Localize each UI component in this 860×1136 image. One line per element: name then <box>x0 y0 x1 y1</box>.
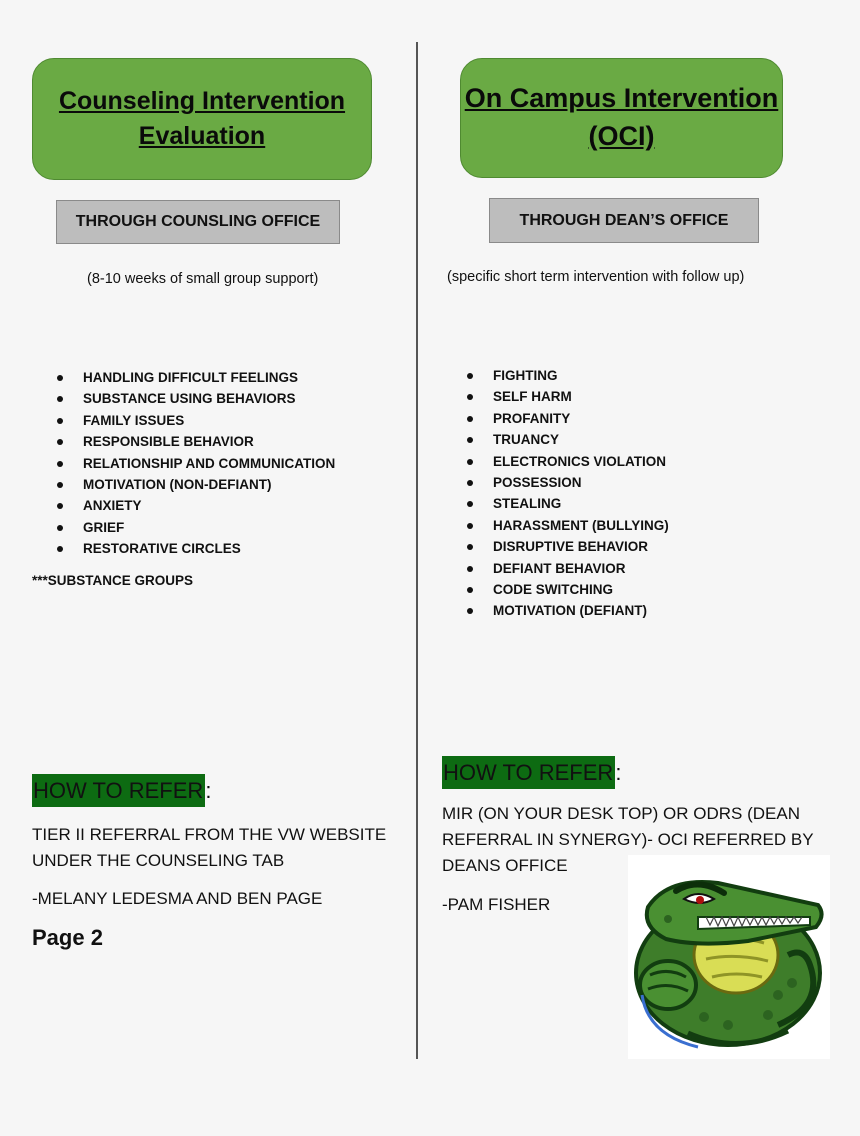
list-item: HARASSMENT (BULLYING) <box>467 515 669 536</box>
list-item: RELATIONSHIP AND COMMUNICATION <box>57 453 335 474</box>
oci-title: On Campus Intervention (OCI) <box>464 83 779 151</box>
how-to-refer-highlight: HOW TO REFER <box>442 756 615 789</box>
oci-office-label: THROUGH DEAN’S OFFICE <box>489 198 759 243</box>
how-to-refer-highlight: HOW TO REFER <box>32 774 205 807</box>
list-item: SELF HARM <box>467 386 669 407</box>
list-item: ANXIETY <box>57 495 335 516</box>
list-item: RESTORATIVE CIRCLES <box>57 538 335 559</box>
oci-contact: -PAM FISHER <box>442 895 551 914</box>
counseling-office-label: THROUGH COUNSLING OFFICE <box>56 200 340 244</box>
counseling-title: Counseling Intervention Evaluation <box>58 87 346 150</box>
how-to-refer-heading-right <box>442 760 621 786</box>
counseling-title-box <box>32 58 372 180</box>
counseling-referral-text: TIER II REFERRAL FROM THE VW WEBSITE UNDER THE COUNSELING TAB <box>32 825 387 870</box>
oci-title-box <box>460 58 783 178</box>
list-item: HANDLING DIFFICULT FEELINGS <box>57 367 335 388</box>
list-item: STEALING <box>467 493 669 514</box>
how-to-refer-heading-left <box>32 778 211 804</box>
list-item: FIGHTING <box>467 365 669 386</box>
substance-groups-note: ***SUBSTANCE GROUPS <box>32 573 194 588</box>
list-item: MOTIVATION (NON-DEFIANT) <box>57 474 335 495</box>
oci-subtitle: (specific short term intervention with follow up) <box>447 269 745 285</box>
list-item: FAMILY ISSUES <box>57 410 335 431</box>
list-item: PROFANITY <box>467 408 669 429</box>
list-item: DEFIANT BEHAVIOR <box>467 558 669 579</box>
how-to-refer-colon: : <box>205 778 212 803</box>
counseling-subtitle: (8-10 weeks of small group support) <box>87 271 319 287</box>
list-item: DISRUPTIVE BEHAVIOR <box>467 536 669 557</box>
counseling-contacts: -MELANY LEDESMA AND BEN PAGE <box>32 889 323 908</box>
list-item: GRIEF <box>57 517 335 538</box>
list-item: MOTIVATION (DEFIANT) <box>467 600 669 621</box>
list-item: RESPONSIBLE BEHAVIOR <box>57 431 335 452</box>
oci-referral-text: MIR (ON YOUR DESK TOP) OR ODRS (DEAN REFERRAL IN SYNERGY)- OCI REFERRED BY DEANS OFFICE <box>442 804 814 875</box>
list-item: SUBSTANCE USING BEHAVIORS <box>57 388 335 409</box>
list-item: POSSESSION <box>467 472 669 493</box>
oci-topics-list <box>467 365 669 622</box>
list-item: TRUANCY <box>467 429 669 450</box>
list-item: CODE SWITCHING <box>467 579 669 600</box>
page-number: Page 2 <box>32 925 103 950</box>
alligator-mascot-icon <box>628 855 830 1059</box>
list-item: ELECTRONICS VIOLATION <box>467 451 669 472</box>
how-to-refer-colon: : <box>615 760 622 785</box>
counseling-topics-list <box>57 367 335 560</box>
column-divider <box>416 42 418 1059</box>
